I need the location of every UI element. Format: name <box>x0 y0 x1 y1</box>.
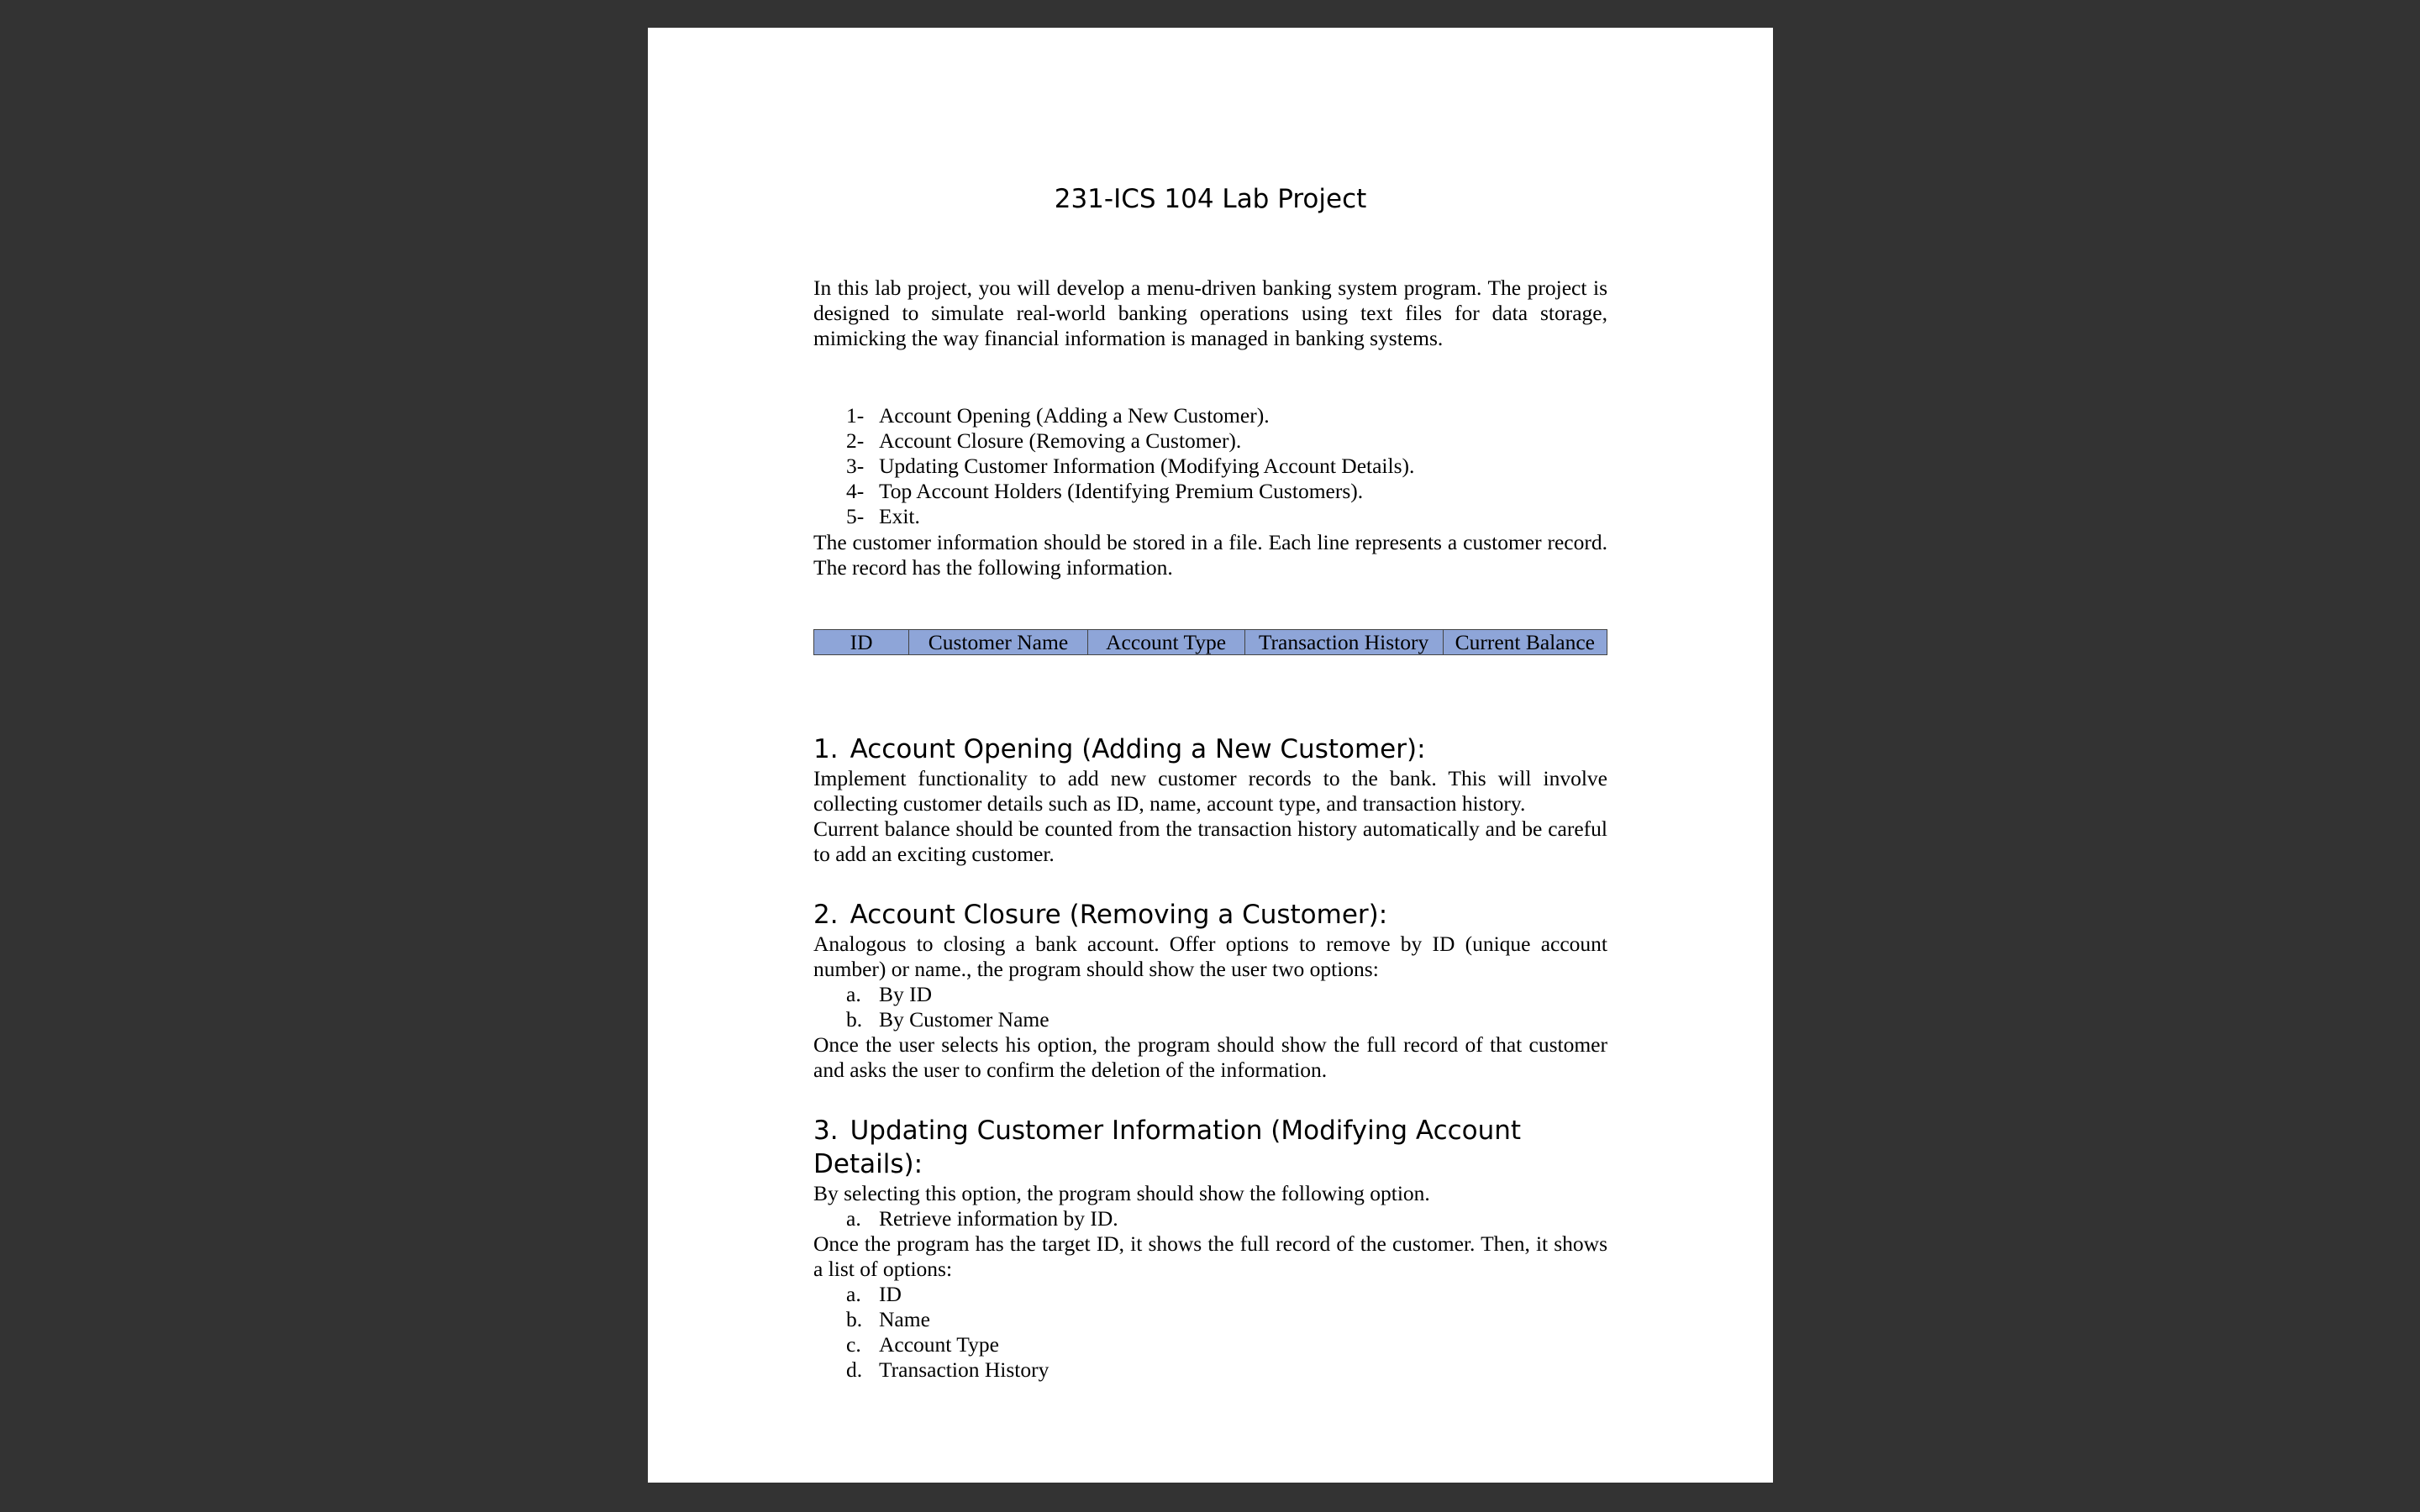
list-item <box>813 1206 1607 1231</box>
section-paragraph: Analogous to closing a bank account. Offer options to remove by ID (unique account number) or name., the program should show the user two options: <box>813 932 1607 981</box>
record-format-table <box>813 629 1607 655</box>
menu-item <box>813 454 1607 479</box>
section-account-closure <box>813 898 1607 1083</box>
list-item-letter: b. <box>846 1007 863 1032</box>
list-item <box>813 1332 1607 1357</box>
document-page <box>648 28 1773 1483</box>
section-number: 3. <box>813 1116 839 1146</box>
menu-item-text: Top Account Holders (Identifying Premium Customers). <box>879 479 1364 503</box>
menu-item-number: 3- <box>846 454 865 478</box>
option-list <box>813 1206 1607 1231</box>
column-current-balance: Current Balance <box>1443 630 1607 655</box>
column-transaction-history: Transaction History <box>1244 630 1443 655</box>
storage-paragraph: The customer information should be stored in a file. Each line represents a customer record. The record has the following information. <box>813 530 1607 580</box>
list-item-letter: c. <box>846 1332 861 1357</box>
section-title: Account Closure (Removing a Customer): <box>850 900 1388 930</box>
section-heading <box>813 898 1607 932</box>
list-item <box>813 1357 1607 1383</box>
section-title: Updating Customer Information (Modifying Account Details): <box>813 1116 1522 1179</box>
column-id: ID <box>814 630 909 655</box>
option-list <box>813 982 1607 1032</box>
record-header-row <box>814 630 1607 655</box>
section-heading <box>813 1114 1607 1181</box>
section-paragraph: By selecting this option, the program should show the following option. <box>813 1181 1430 1205</box>
menu-item-number: 5- <box>846 504 865 528</box>
section-paragraph: Implement functionality to add new customer records to the bank. This will involve collecting customer details such as ID, name, account type, and transaction history. <box>813 766 1607 816</box>
menu-item-text: Exit. <box>879 504 920 528</box>
section-title: Account Opening (Adding a New Customer): <box>850 734 1426 764</box>
menu-item-text: Account Closure (Removing a Customer). <box>879 428 1242 453</box>
column-customer-name: Customer Name <box>909 630 1087 655</box>
list-item <box>813 982 1607 1007</box>
list-item <box>813 1282 1607 1307</box>
list-item-text: By ID <box>879 982 933 1006</box>
list-item-text: Name <box>879 1307 930 1331</box>
list-item-letter: b. <box>846 1307 863 1331</box>
section-paragraph: Once the user selects his option, the program should show the full record of that customer and asks the user to confirm the deletion of the information. <box>813 1032 1607 1082</box>
list-item-letter: a. <box>846 982 861 1006</box>
section-updating-info <box>813 1114 1607 1383</box>
column-account-type: Account Type <box>1087 630 1244 655</box>
list-item <box>813 1307 1607 1332</box>
menu-list <box>813 403 1607 529</box>
list-item-text: By Customer Name <box>879 1007 1050 1032</box>
section-number: 1. <box>813 734 839 764</box>
list-item-text: Account Type <box>879 1332 999 1357</box>
list-item-letter: d. <box>846 1357 863 1382</box>
list-item-text: Retrieve information by ID. <box>879 1206 1118 1231</box>
menu-item <box>813 479 1607 504</box>
menu-item-number: 4- <box>846 479 865 503</box>
section-paragraph: Current balance should be counted from the transaction history automatically and be careful to add an exciting customer. <box>813 816 1607 866</box>
option-list <box>813 1282 1607 1383</box>
menu-item <box>813 504 1607 529</box>
section-number: 2. <box>813 900 839 930</box>
menu-item <box>813 403 1607 428</box>
menu-item <box>813 428 1607 454</box>
list-item-letter: a. <box>846 1282 861 1306</box>
menu-item-text: Updating Customer Information (Modifying Account Details). <box>879 454 1415 478</box>
section-paragraph: Once the program has the target ID, it shows the full record of the customer. Then, it shows a list of options: <box>813 1231 1607 1281</box>
menu-item-text: Account Opening (Adding a New Customer). <box>879 403 1270 428</box>
list-item <box>813 1007 1607 1032</box>
list-item-text: Transaction History <box>879 1357 1050 1382</box>
menu-item-number: 2- <box>846 428 865 453</box>
menu-item-number: 1- <box>846 403 865 428</box>
list-item-letter: a. <box>846 1206 861 1231</box>
document-title: 231-ICS 104 Lab Project <box>1054 184 1367 214</box>
section-heading <box>813 732 1607 766</box>
intro-paragraph: In this lab project, you will develop a menu-driven banking system program. The project is designed to simulate real-world banking operations using text files for data storage, mimicking the way financial information is managed in banking systems. <box>813 276 1607 350</box>
list-item-text: ID <box>879 1282 902 1306</box>
section-account-opening <box>813 732 1607 867</box>
